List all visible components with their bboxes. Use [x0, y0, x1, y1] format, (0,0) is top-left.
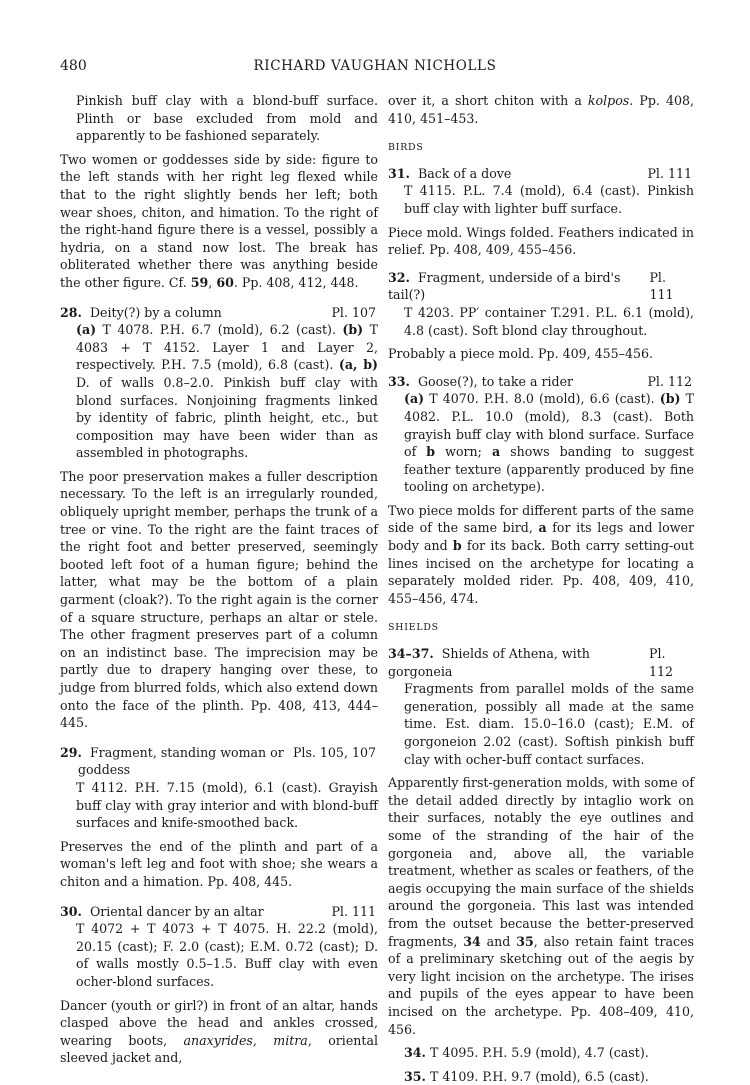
- plate-ref: Pls. 105, 107: [292, 744, 376, 760]
- entry-29-description: Preserves the end of the plinth and part of a woman's left leg and foot with shoe; she wears a chiton and a himation. Pp. 408, 445.: [60, 838, 378, 889]
- entry-27-data-end: Pinkish buff clay with a blond-buff surface. Plinth or base excluded from mold and apparently to be fashioned separately.: [76, 93, 378, 144]
- entry-title: Oriental dancer by an altar: [89, 903, 264, 919]
- plate-ref: Pl. 111: [331, 903, 376, 919]
- section-heading-birds: BIRDS: [388, 142, 424, 154]
- plate-ref: Pl. 112: [648, 646, 674, 679]
- entry-28-heading: [60, 304, 378, 322]
- entry-33-heading: [388, 373, 694, 391]
- entry-34-37-heading: [388, 645, 694, 680]
- entry-34: 34. T 4095. P.H. 5.9 (mold), 4.7 (cast).: [404, 1045, 649, 1061]
- plate-ref: Pl. 112: [647, 373, 692, 389]
- entry-29-data: T 4112. P.H. 7.15 (mold), 6.1 (cast). Grayish buff clay with gray interior and with blond-buff surfaces and knife-smoothed back.: [76, 779, 378, 831]
- section-heading-shields: SHIELDS: [388, 622, 439, 634]
- entry-33-description: Two piece molds for different parts of the same side of the same bird, a for its legs and lower body and b for its back. Both carry setting-out lines incised on the archetype for locating a separately molded rider. Pp. 408, 409, 410, 455–456, 474.: [388, 502, 694, 606]
- entry-title: Deity(?) by a column: [89, 304, 222, 320]
- entry-32-description: Probably a piece mold. Pp. 409, 455–456.: [388, 346, 653, 362]
- entry-number: 34–37.: [388, 646, 434, 662]
- plate-ref: Pl. 111: [649, 269, 674, 303]
- entry-28-data: (a) T 4078. P.H. 6.7 (mold), 6.2 (cast). (b) T 4083 + T 4152. Layer 1 and Layer 2, respectively. P.H. 7.5 (mold), 6.8 (cast). (a, b) D. of walls 0.8–2.0. Pinkish buff clay with blond surfaces. Nonjoining fragments linked by identity of fabric, plinth height, etc., but composition may have been wider than as assembled in photographs.: [76, 322, 379, 461]
- entry-34-37-description: Apparently first-generation molds, with some of the detail added directly by intaglio work on their surfaces, notably the eye outlines and some of the stranding of the hair of the gorgoneia and, above all, the variable treatment, whether as scales or feathers, of the aegis occupying the main surface of the shields around the gorgoneia. This last was intended from the outset because the better-preserved fragments, 34 and 35, also retain faint traces of a preliminary sketching out of the aegis by very light incision on the archetype. The irises and pupils of the eyes appear to have been incised on the archetype. Pp. 408–409, 410, 456.: [388, 775, 694, 1037]
- entry-32-heading: [388, 269, 694, 304]
- entry-number: 28.: [60, 304, 82, 320]
- entry-31-data: T 4115. P.L. 7.4 (mold), 6.4 (cast). Pinkish buff clay with lighter buff surface.: [404, 183, 694, 216]
- entry-number: 32.: [388, 269, 410, 285]
- entry-title: Fragment, standing woman or goddess: [78, 744, 284, 778]
- right-column: [388, 92, 694, 1085]
- page-number: 480: [60, 58, 87, 74]
- entry-title: Goose(?), to take a rider: [417, 373, 574, 389]
- entry-31-heading: [388, 165, 694, 183]
- entry-title: Fragment, underside of a bird's tail(?): [388, 269, 621, 303]
- entry-28-description: The poor preservation makes a fuller description necessary. To the left is an irregularly rounded, obliquely upright member, perhaps the trunk of a tree or vine. To the right are the faint traces of the right foot and better preserved, seemingly booted left foot of a human figure; behind the latter, what may be the bottom of a plain garment (cloak?). To the right again is the corner of a square structure, perhaps an altar or stele. The other fragment preserves part of a column on an indistinct base. The imprecision may be partly due to drapery hanging over these, to judge from blurred folds, which also extend down onto the face of the plinth. Pp. 408, 413, 444–445.: [60, 468, 378, 731]
- entry-29-heading: [60, 744, 378, 779]
- entry-title: Shields of Athena, with gorgoneia: [388, 646, 590, 679]
- entry-27-description: Two women or goddesses side by side: figure to the left stands with her right leg flexed while that to the right slightly bends her left; both wear shoes, chiton, and himation. To the right of the right-hand figure there is a vessel, possibly a hydria, on a stand now lost. The break has obliterated whether there was anything beside the other figure. Cf. 59, 60. Pp. 408, 412, 448.: [60, 151, 378, 290]
- entry-30-description: Dancer (youth or girl?) in front of an altar, hands clasped above the head and ankles crossed, wearing boots, anaxyrides, mitra, oriental sleeved jacket and,: [60, 997, 378, 1066]
- entry-number: 29.: [60, 744, 82, 760]
- entry-30-data: T 4072 + T 4073 + T 4075. H. 22.2 (mold), 20.15 (cast); F. 2.0 (cast); E.M. 0.72 (cast); D. of walls mostly 0.5–1.5. Buff clay with even ocher-blond surfaces.: [76, 921, 378, 989]
- entry-title: Back of a dove: [417, 165, 512, 181]
- entry-number: 30.: [60, 903, 82, 919]
- entry-30-heading: [60, 903, 378, 921]
- entry-30-description-cont: over it, a short chiton with a kolpos. Pp. 408, 410, 451–453.: [388, 93, 694, 126]
- plate-ref: Pl. 107: [331, 304, 376, 320]
- entry-33-data: (a) T 4070. P.H. 8.0 (mold), 6.6 (cast). (b) T 4082. P.L. 10.0 (mold), 8.3 (cast). Both grayish buff clay with blond surface. Surface of b worn; a shows banding to suggest feather texture (apparently produced by fine tooling on archetype).: [404, 391, 694, 495]
- page-header: [0, 58, 750, 80]
- left-column: [60, 92, 378, 1067]
- entry-31-description: Piece mold. Wings folded. Feathers indicated in relief. Pp. 408, 409, 455–456.: [388, 224, 694, 258]
- entry-34-37-data: Fragments from parallel molds of the same generation, possibly all made at the same time. Est. diam. 15.0–16.0 (cast); E.M. of gorgoneion 2.02 (cast). Softish pinkish buff clay with ocher-buff contact surfaces.: [404, 681, 694, 767]
- entry-number: 31.: [388, 165, 410, 181]
- running-head: RICHARD VAUGHAN NICHOLLS: [253, 58, 497, 74]
- entry-number: 33.: [388, 373, 410, 389]
- entry-32-data: T 4203. PP′ container T.291. P.L. 6.1 (mold), 4.8 (cast). Soft blond clay throughout.: [404, 304, 694, 338]
- plate-ref: Pl. 111: [647, 165, 692, 181]
- entry-35: 35. T 4109. P.H. 9.7 (mold), 6.5 (cast).: [404, 1068, 649, 1084]
